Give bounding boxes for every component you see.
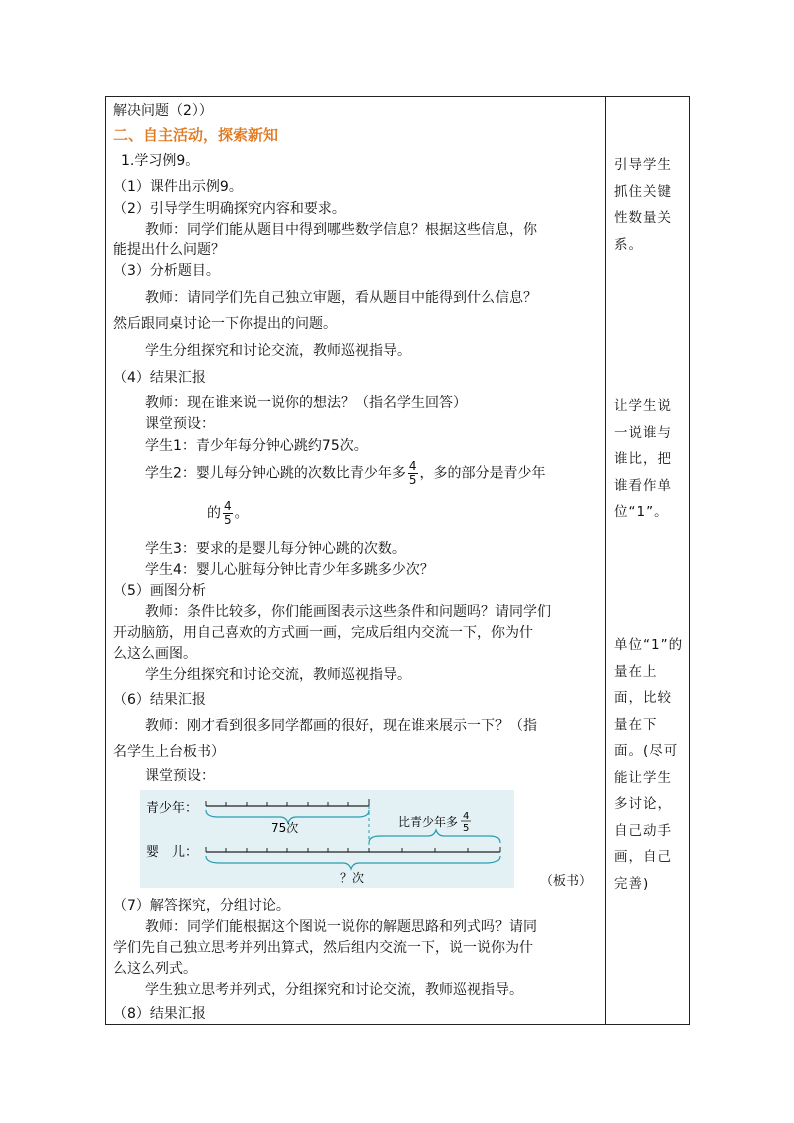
fraction-numerator: 4 (408, 459, 417, 473)
text-line: 教师：请同学们先自己独立审题，看从题目中能得到什么信息？ (145, 290, 537, 306)
text-line: 教师：条件比较多，你们能画图表示这些条件和问题吗？请同学们 (145, 604, 551, 620)
text-segment: 的 (207, 505, 221, 522)
text-line: 教师：刚才看到很多同学都画的很好，现在谁来展示一下？（指 (145, 718, 537, 734)
baby-label: 婴 儿： (146, 845, 199, 860)
teen-label: 青少年： (146, 801, 199, 816)
text-line: 课堂预设： (145, 768, 215, 784)
column-divider (605, 96, 606, 1025)
baby-ticks (206, 847, 500, 852)
text-line: 教师：同学们能从题目中得到哪些数学信息？根据这些信息，你 (145, 222, 537, 238)
text-line: 学生分组探究和讨论交流，教师巡视指导。 (145, 667, 411, 683)
text-line: 教师：同学们能根据这个图说一说你的解题思路和列式吗？请同 (145, 919, 537, 935)
text-line: 么这么画图。 (113, 646, 197, 662)
text-line: （5）画图分析 (113, 583, 206, 599)
text-line: 学生独立思考并列式，分组探究和讨论交流，教师巡视指导。 (145, 982, 523, 998)
text-line: 能提出什么问题？ (113, 242, 225, 258)
side-note-2: 让学生说一说谁与谁比，把谁看作单位“1”。 (614, 398, 672, 520)
board-note: （板书） (540, 874, 593, 889)
text-line: （8）结果汇报 (113, 1006, 206, 1022)
text-segment: 。 (234, 505, 249, 522)
fraction (223, 500, 233, 527)
text-line: 么这么列式。 (113, 961, 197, 977)
text-line: 学生4：婴儿心脏每分钟比青少年多跳多少次？ (145, 562, 434, 578)
more-text: 比青少年多 (398, 815, 459, 829)
section-title: 解决问题（2）） (113, 103, 213, 119)
step-title: 1.学习例9。 (121, 153, 200, 169)
text-segment: 学生2：婴儿每分钟心跳的次数比青少年多 (145, 465, 406, 482)
text-line: （4）结果汇报 (113, 370, 206, 386)
fraction-denominator: 5 (224, 513, 232, 527)
text-line (145, 460, 546, 487)
line-segment-diagram (140, 790, 514, 888)
text-line: 课堂预设： (145, 416, 215, 432)
text-line: 学们先自己独立思考并列出算式，然后组内交流一下，说一说你为什 (113, 940, 533, 956)
fraction-numerator: 4 (224, 499, 232, 513)
baby-brace (206, 856, 500, 869)
unknown-count: ？次 (340, 871, 365, 885)
text-line: （6）结果汇报 (113, 692, 206, 708)
teen-count: 75次 (271, 821, 299, 835)
diagram-svg (140, 790, 514, 888)
text-line: 开动脑筋，用自己喜欢的方式画一画，完成后组内交流一下，你为什 (113, 625, 533, 641)
text-line: （2）引导学生明确探究内容和要求。 (113, 201, 346, 217)
text-line: 学生1：青少年每分钟心跳约75次。 (145, 438, 368, 454)
side-note-3: 单位“1”的量在上面，比较量在下面。(尽可能让学生多讨论，自己动手画，自己完善) (614, 637, 684, 892)
text-line: （3）分析题目。 (113, 263, 220, 279)
fraction-denominator: 5 (408, 473, 417, 487)
text-line: 教师：现在谁来说一说你的想法？（指名学生回答） (145, 395, 467, 411)
text-line: 然后跟同桌讨论一下你提出的问题。 (113, 316, 337, 332)
side-note-1: 引导学生抓住关键性数量关系。 (614, 157, 672, 253)
more-frac-num: 4 (463, 811, 470, 822)
text-line (207, 500, 249, 527)
text-line: （7）解答探究，分组讨论。 (113, 898, 290, 914)
text-line: 名学生上台板书） (113, 744, 225, 760)
text-line: （1）课件出示例9。 (113, 179, 243, 195)
teen-ticks (206, 799, 369, 806)
text-line: 学生分组探究和讨论交流，教师巡视指导。 (145, 343, 411, 359)
text-line: 学生3：要求的是婴儿每分钟心跳的次数。 (145, 541, 406, 557)
text-segment: ，多的部分是青少年 (419, 465, 546, 482)
more-brace (369, 830, 500, 843)
fraction (408, 460, 418, 487)
activity-heading: 二、自主活动，探索新知 (113, 126, 279, 144)
more-frac-den: 5 (463, 823, 470, 834)
